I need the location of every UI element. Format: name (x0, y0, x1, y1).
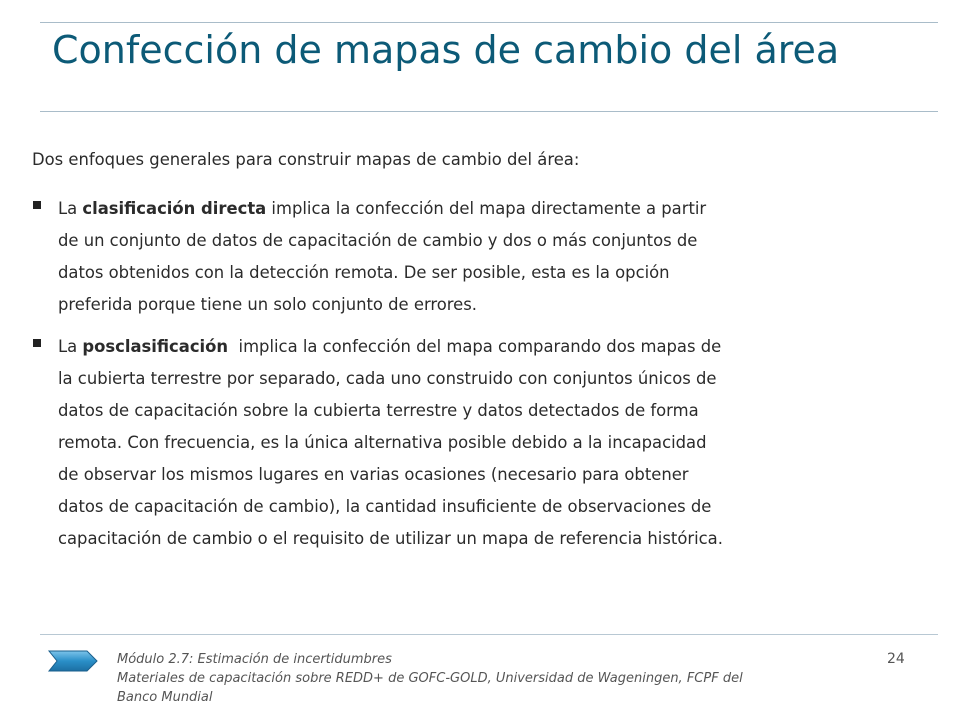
bullet-line (58, 193, 912, 225)
bullet-line: remota. Con frecuencia, es la única alternativa posible debido a la incapacidad (58, 433, 707, 452)
footer-materials-cont: Banco Mundial (117, 690, 213, 705)
bullet-line: capacitación de cambio o el requisito de utilizar un mapa de referencia histórica. (58, 529, 723, 548)
bullet-term: clasificación directa (82, 199, 267, 218)
bullet-line-rest: implica la confección del mapa comparando dos mapas de (228, 337, 722, 356)
bullet-line: preferida porque tiene un solo conjunto de errores. (58, 295, 478, 314)
footer-materials: Materiales de capacitación sobre REDD+ de GOFC-GOLD, Universidad de Wageningen, FCPF del (117, 671, 743, 686)
bullet-line: datos de capacitación de cambio), la cantidad insuficiente de observaciones de (58, 497, 712, 516)
bullet-line-rest: implica la confección del mapa directamente a partir (266, 199, 707, 218)
page-number: 24 (887, 651, 905, 667)
top-divider (40, 22, 938, 23)
title-divider (40, 111, 938, 112)
bullet-line: datos obtenidos con la detección remota. De ser posible, esta es la opción (58, 263, 670, 282)
bullet-prefix: La (58, 337, 83, 356)
bullet-term: posclasificación (82, 337, 229, 356)
bullet-post-classification (32, 331, 912, 555)
bullet-prefix: La (58, 199, 83, 218)
footer-divider (40, 634, 938, 635)
intro-text: Dos enfoques generales para construir mapas de cambio del área: (32, 150, 580, 169)
bullet-text (58, 193, 912, 321)
footer-credits (117, 650, 857, 707)
bullet-line: datos de capacitación sobre la cubierta terrestre y datos detectados de forma (58, 401, 699, 420)
chevron-arrow-icon (47, 648, 99, 674)
bullet-line: de un conjunto de datos de capacitación de cambio y dos o más conjuntos de (58, 231, 698, 250)
bullet-line: la cubierta terrestre por separado, cada uno construido con conjuntos únicos de (58, 369, 717, 388)
bullet-text (58, 331, 912, 555)
square-bullet-icon (33, 339, 41, 347)
bullet-direct-classification (32, 193, 912, 321)
bullet-line: de observar los mismos lugares en varias ocasiones (necesario para obtener (58, 465, 689, 484)
bullet-line (58, 331, 912, 363)
bullet-list (32, 193, 912, 555)
square-bullet-icon (33, 201, 41, 209)
slide-title: Confección de mapas de cambio del área (52, 28, 840, 72)
footer-module: Módulo 2.7: Estimación de incertidumbres (117, 652, 392, 667)
